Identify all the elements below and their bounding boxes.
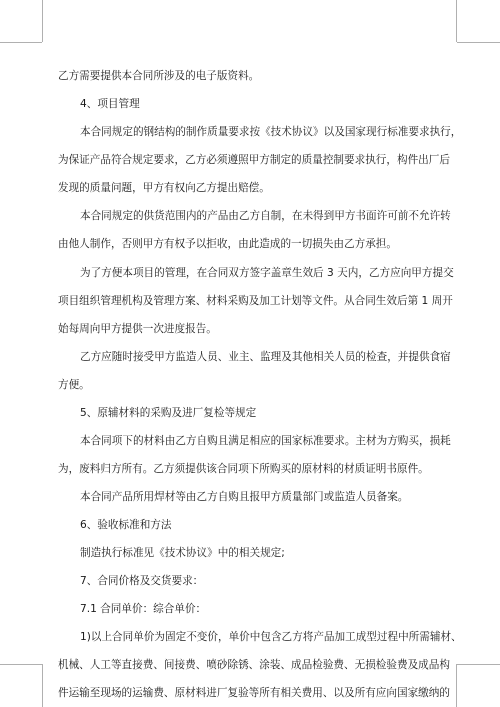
- text-line: 始每周向甲方提供一次进度报告。: [58, 323, 217, 335]
- section-heading: 7、合同价格及交货要求：: [80, 575, 204, 587]
- text-line: 本合同产品所用焊材等由乙方自购且报甲方质量部门或监造人员备案。: [80, 491, 409, 503]
- text-line: 乙方需要提供本合同所涉及的电子版资料。: [58, 70, 260, 82]
- text-line: 为了方便本项目的管理，在合同双方签字盖章生效后 3 天内，乙方应向甲方提交: [80, 267, 454, 279]
- text-line: 乙方应随时接受甲方监造人员、业主、监理及其他相关人员的检查，并提供食宿: [80, 351, 451, 363]
- text-line: 件运输至现场的运输费、原材料进厂复验等所有相关费用、以及所有应向国家缴纳的: [58, 687, 450, 699]
- text-line: 项目组织管理机构及管理方案、材料采购及加工计划等文件。从合同生效后第 1 周开: [58, 295, 453, 307]
- text-line: 制造执行标准见《技术协议》中的相关规定;: [80, 547, 285, 559]
- text-line: 方便。: [58, 379, 90, 391]
- section-heading: 6、验收标准和方法: [80, 519, 172, 531]
- text-line: 为保证产品符合规定要求，乙方必须遵照甲方制定的质量控制要求执行，构件出厂后: [58, 154, 450, 166]
- crop-mark-bottom-left: [42, 664, 43, 707]
- subsection-heading: 7.1 合同单价：综合单价：: [80, 603, 207, 615]
- section-heading: 4、项目管理: [80, 98, 140, 110]
- text-line: 本合同规定的钢结构的制作质量要求按《技术协议》以及国家现行标准要求执行，: [80, 126, 462, 138]
- text-line: 机械、人工等直接费、间接费、喷砂除锈、涂装、成品检验费、无损检验费及成品构: [58, 659, 450, 671]
- text-line: 本合同规定的供货范围内的产品由乙方自制，在未得到甲方书面许可前不允许转: [80, 210, 451, 222]
- text-line: 为，废料归方所有。乙方须提供该合同项下所购买的原材料的材质证明书原件。: [58, 463, 429, 475]
- text-line: 1)以上合同单价为固定不变价，单价中包含乙方将产品加工成型过程中所需辅材、: [80, 631, 462, 643]
- crop-mark-top-right: [457, 42, 500, 43]
- text-line: 发现的质量问题，甲方有权向乙方提出赔偿。: [58, 182, 270, 194]
- crop-mark-top-right: [456, 0, 457, 42]
- crop-mark-top-left: [42, 0, 43, 42]
- text-line: 本合同项下的材料由乙方自购且满足相应的国家标准要求。主材为方购买，损耗: [80, 435, 451, 447]
- section-heading: 5、原辅材料的采购及进厂复检等规定: [80, 407, 257, 419]
- crop-mark-bottom-left: [0, 664, 42, 665]
- crop-mark-top-left: [0, 42, 42, 43]
- text-line: 由他人制作，否则甲方有权予以拒收，由此造成的一切损失由乙方承担。: [58, 238, 397, 250]
